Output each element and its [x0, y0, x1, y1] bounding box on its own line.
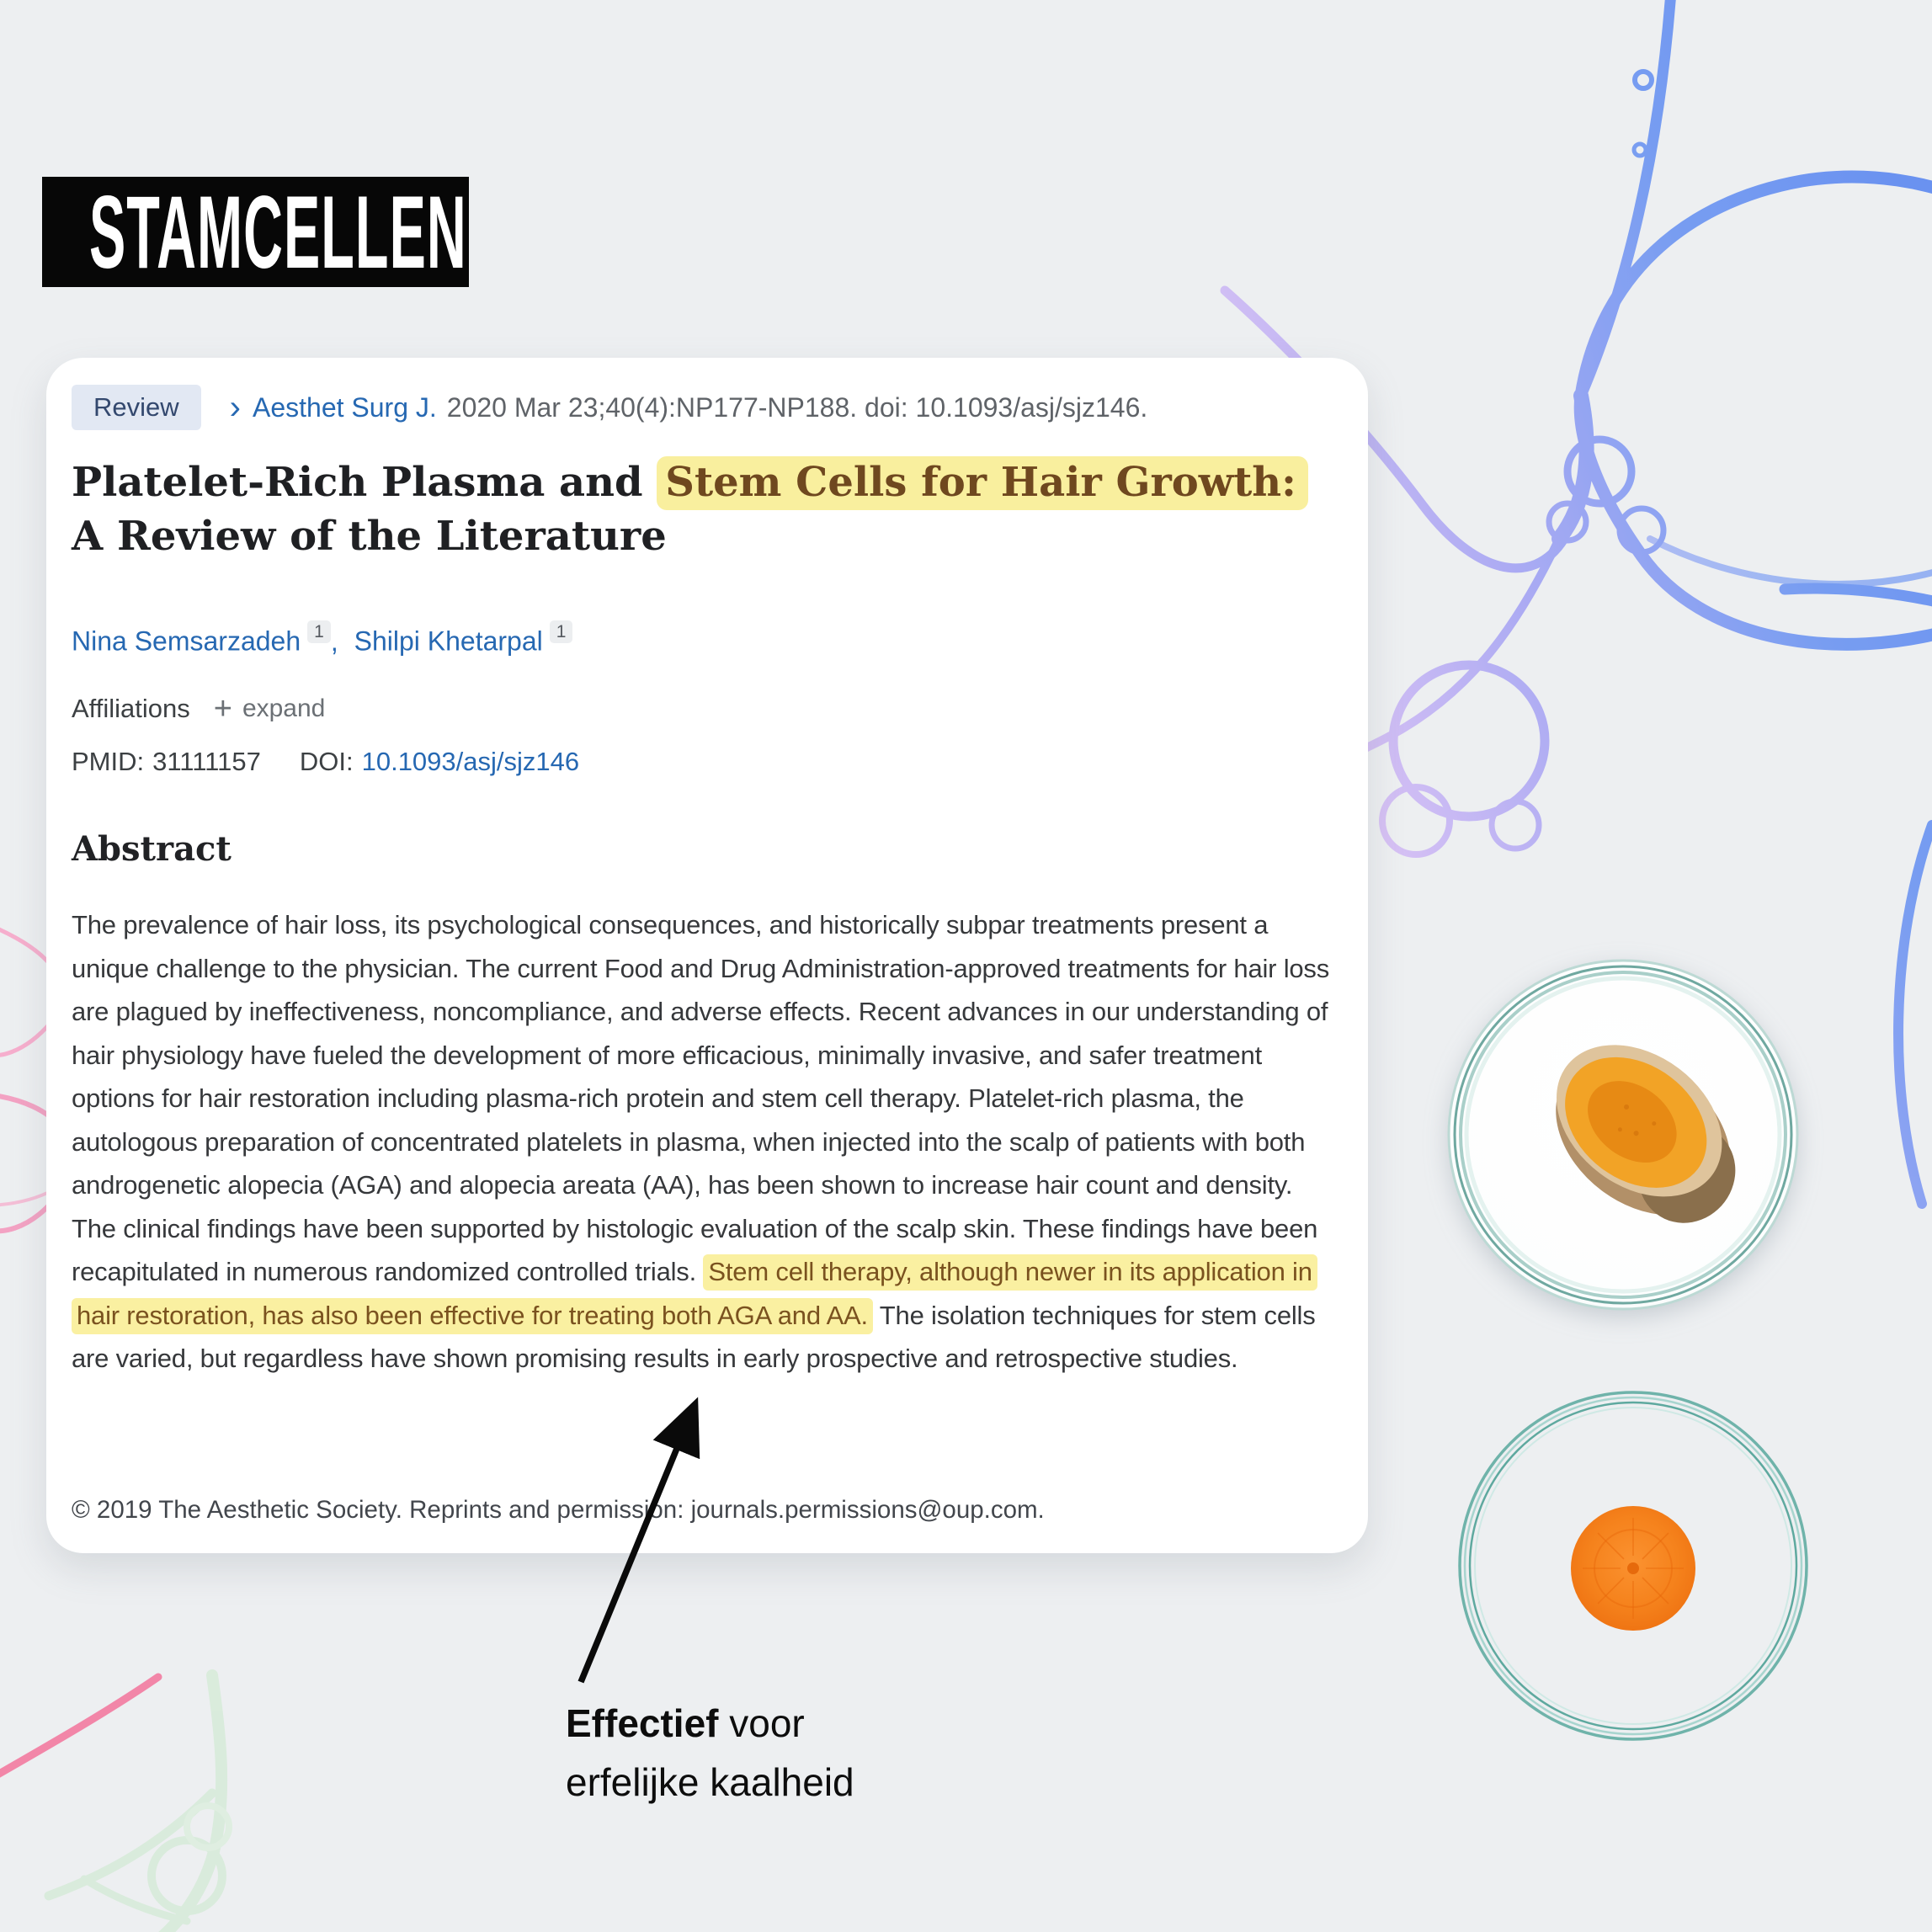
- abstract-after: The isolation techniques for stem cells are varied, but regardless have shown promising results in early prospective and retrospective studies.: [72, 1300, 1316, 1373]
- author-link-1[interactable]: Nina Semsarzadeh: [72, 625, 301, 657]
- affiliations-row: [72, 693, 325, 725]
- pubmed-card: [46, 358, 1368, 1553]
- annotation-line1: [566, 1694, 854, 1753]
- expand-label: expand: [242, 695, 326, 722]
- author-link-2[interactable]: Shilpi Khetarpal: [354, 625, 543, 657]
- annotation-bold: Effectief: [566, 1701, 719, 1745]
- pmid-value: 31111157: [152, 747, 261, 776]
- annotation-line2: erfelijke kaalheid: [566, 1760, 854, 1804]
- authors-row: [72, 622, 572, 657]
- author-1-affiliation-sup[interactable]: 1: [307, 620, 331, 643]
- copyright-line: © 2019 The Aesthetic Society. Reprints and permission: journals.permissions@oup.com.: [72, 1496, 1045, 1524]
- author-separator: ,: [330, 625, 346, 657]
- abstract-text: [72, 903, 1339, 1381]
- green-cell-network: [49, 1675, 229, 1932]
- affiliations-label: Affiliations: [72, 694, 190, 723]
- doi-link[interactable]: 10.1093/asj/sjz146: [361, 747, 580, 776]
- banner-title: STAMCELLEN: [89, 174, 467, 290]
- plus-icon: +: [213, 691, 232, 726]
- journal-link[interactable]: Aesthet Surg J.: [252, 391, 437, 423]
- abstract-highlight: Stem cell therapy, although newer in its application in hair restoration, has also been effective for treating both AGA and AA.: [72, 1254, 1317, 1334]
- pmid-label: PMID:: [72, 747, 145, 776]
- title-highlight: Stem Cells for Hair Growth:: [657, 456, 1308, 510]
- expand-affiliations-button[interactable]: [214, 693, 326, 725]
- annotation-text: [566, 1694, 854, 1812]
- citation-row: [72, 385, 1147, 430]
- abstract-heading: Abstract: [72, 829, 232, 869]
- identifiers-row: [72, 747, 579, 777]
- chevron-right-icon: ›: [229, 389, 241, 426]
- author-2-affiliation-sup[interactable]: 1: [550, 620, 573, 643]
- abstract-before: The prevalence of hair loss, its psychological consequences, and historically subpar treatments present a unique challenge to the physician. The current Food and Drug Administration-approved treatments for hair loss are plagued by ineffectiveness, noncompliance, and adverse effects. Recent advances in our understanding of hair physiology have fueled the development of more efficacious, minimally invasive, and safer treatment options for hair restoration including plasma-rich protein and stem cell therapy. Platelet-rich plasma, the autologous preparation of concentrated platelets in plasma, when injected into the scalp of patients with both androgenetic alopecia (AGA) and alopecia areata (AA), has been shown to increase hair count and density. The clinical findings have been supported by histologic evaluation of the scalp skin. These findings have been recapitulated in numerous randomized controlled trials.: [72, 910, 1330, 1286]
- citation-text: 2020 Mar 23;40(4):NP177-NP188. doi: 10.1093/asj/sjz146.: [446, 391, 1148, 423]
- doi-label: DOI:: [299, 747, 354, 776]
- annotation-rest: voor: [718, 1701, 805, 1745]
- banner: [42, 174, 469, 290]
- review-badge: Review: [72, 385, 201, 430]
- article-title: [72, 455, 1317, 563]
- title-line2: A Review of the Literature: [72, 513, 667, 560]
- title-before: Platelet-Rich Plasma and: [72, 459, 657, 506]
